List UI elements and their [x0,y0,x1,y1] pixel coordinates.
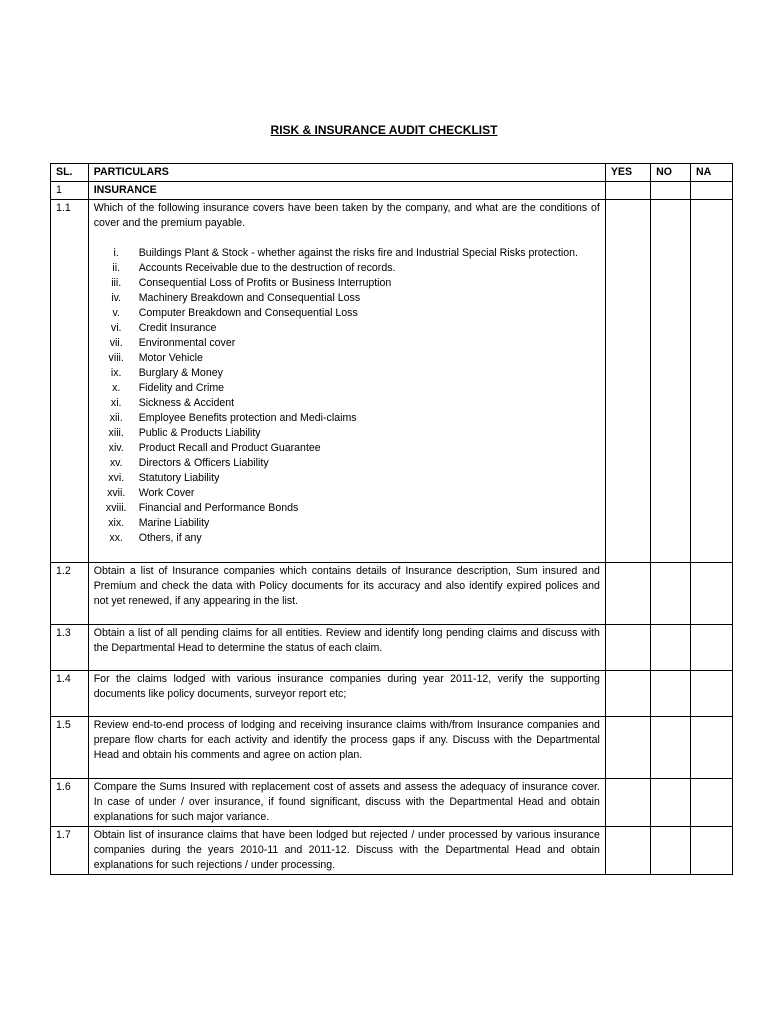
checklist-row [51,200,733,563]
list-item-text: Machinery Breakdown and Consequential Loss [138,292,361,304]
list-item [94,336,600,351]
row-sl: 1.6 [51,779,89,827]
yes-cell[interactable] [605,717,650,779]
list-item [94,426,600,441]
list-item-number: ii. [112,262,121,274]
list-item-number: xiv. [108,442,124,454]
no-cell[interactable] [651,563,691,625]
list-item [94,486,600,501]
row-particulars [88,827,605,875]
list-item [94,381,600,396]
list-item [94,516,600,531]
section-sl: 1 [51,182,89,200]
list-item [94,501,600,516]
row-particulars [88,671,605,717]
section-row [51,182,733,200]
list-item-number: xvii. [107,487,126,499]
list-item [94,351,600,366]
yes-cell[interactable] [605,200,650,563]
list-item-text: Environmental cover [138,337,236,349]
list-item-text: Statutory Liability [138,472,220,484]
row-sl: 1.3 [51,625,89,671]
row-particulars [88,717,605,779]
checklist-row [51,779,733,827]
header-yes: YES [605,164,650,182]
list-item-number: i. [113,247,119,259]
list-item-text: Sickness & Accident [138,397,235,409]
list-item-number: ix. [110,367,122,379]
list-item-number: x. [112,382,121,394]
na-cell[interactable] [690,182,732,200]
list-item-number: xix. [108,517,125,529]
list-item-text: Employee Benefits protection and Medi-claims [138,412,357,424]
list-item [94,246,600,261]
list-item-text: Computer Breakdown and Consequential Loss [138,307,358,319]
list-item-number: vii. [109,337,123,349]
row-sl: 1.4 [51,671,89,717]
list-item [94,471,600,486]
list-item-text: Motor Vehicle [138,352,203,364]
na-cell[interactable] [690,827,732,875]
list-item-text: Burglary & Money [138,367,223,379]
na-cell[interactable] [690,200,732,563]
list-item-text: Product Recall and Product Guarantee [138,442,321,454]
row-particulars [88,200,605,563]
list-item-text: Financial and Performance Bonds [138,502,299,514]
list-item [94,396,600,411]
header-row [51,164,733,182]
list-item-number: xii. [109,412,123,424]
na-cell[interactable] [690,625,732,671]
row-particulars [88,779,605,827]
list-item [94,261,600,276]
no-cell[interactable] [651,625,691,671]
no-cell[interactable] [651,779,691,827]
row-sl: 1.7 [51,827,89,875]
list-item [94,306,600,321]
row-text: Which of the following insurance covers have been taken by the company, and what are the conditions of cover and the premium payable. [93,202,600,229]
list-item-number: xx. [109,532,123,544]
list-item-number: iv. [111,292,122,304]
checklist-row [51,563,733,625]
checklist-row [51,671,733,717]
na-cell[interactable] [690,563,732,625]
list-item-text: Public & Products Liability [138,427,261,439]
list-item [94,456,600,471]
row-text: Obtain list of insurance claims that have been lodged but rejected / under processed by various insurance companies during the years 2010-11 and 2011-12. Discuss with the Departmental Head and obtain explanations for such rejections / under processing. [93,829,600,871]
list-item-text: Work Cover [138,487,195,499]
no-cell[interactable] [651,200,691,563]
list-item [94,276,600,291]
list-item-text: Others, if any [138,532,202,544]
na-cell[interactable] [690,717,732,779]
list-item-number: xiii. [108,427,124,439]
row-sl: 1.2 [51,563,89,625]
row-text: Review end-to-end process of lodging and receiving insurance claims with/from Insurance companies and prepare flow charts for each activity and identify the process gaps if any. Discuss with the Departmental Head and obtain his comments and agree on action plan. [93,719,600,761]
list-item-number: viii. [108,352,124,364]
row-text: Compare the Sums Insured with replacement cost of assets and assess the adequacy of insurance cover. In case of under / over insurance, if found significant, discuss with the Departmental Head and obtain explanations for such major variance. [93,781,600,823]
list-item-number: vi. [110,322,122,334]
audit-checklist-table [50,163,733,875]
insurance-cover-list [94,246,600,546]
row-text: Obtain a list of Insurance companies which contains details of Insurance description, Sum insured and Premium and check the data with Policy documents for its accuracy and also identify expired polices and not yet renewed, if any appearing in the list. [93,565,600,607]
list-item-text: Fidelity and Crime [138,382,225,394]
yes-cell[interactable] [605,563,650,625]
list-item [94,441,600,456]
yes-cell[interactable] [605,182,650,200]
yes-cell[interactable] [605,671,650,717]
list-item [94,411,600,426]
yes-cell[interactable] [605,827,650,875]
header-particulars: PARTICULARS [88,164,605,182]
checklist-row [51,717,733,779]
list-item-number: xv. [109,457,123,469]
document-title: RISK & INSURANCE AUDIT CHECKLIST [270,123,498,137]
checklist-row [51,625,733,671]
list-item-text: Buildings Plant & Stock - whether against the risks fire and Industrial Special Risks protection. [138,247,578,259]
list-item [94,531,600,546]
header-no: NO [651,164,691,182]
list-item-text: Directors & Officers Liability [138,457,269,469]
no-cell[interactable] [651,717,691,779]
list-item-text: Consequential Loss of Profits or Business Interruption [138,277,392,289]
list-item-number: xvi. [108,472,125,484]
checklist-row [51,827,733,875]
row-sl: 1.5 [51,717,89,779]
header-na: NA [690,164,732,182]
list-item-text: Marine Liability [138,517,210,529]
header-sl: SL. [51,164,89,182]
no-cell[interactable] [651,182,691,200]
no-cell[interactable] [651,671,691,717]
row-particulars [88,563,605,625]
yes-cell[interactable] [605,779,650,827]
list-item-number: xi. [110,397,122,409]
no-cell[interactable] [651,827,691,875]
list-item-number: xviii. [105,502,127,514]
list-item [94,291,600,306]
row-text: Obtain a list of all pending claims for all entities. Review and identify long pending claims and discuss with the Departmental Head to determine the status of each claim. [93,627,600,654]
list-item-number: v. [112,307,120,319]
na-cell[interactable] [690,779,732,827]
list-item-number: iii. [111,277,122,289]
na-cell[interactable] [690,671,732,717]
row-particulars [88,625,605,671]
row-sl: 1.1 [51,200,89,563]
yes-cell[interactable] [605,625,650,671]
list-item [94,366,600,381]
row-text: For the claims lodged with various insurance companies during year 2011-12, verify the supporting documents like policy documents, surveyor report etc; [93,673,600,700]
list-item-text: Credit Insurance [138,322,217,334]
list-item [94,321,600,336]
list-item-text: Accounts Receivable due to the destruction of records. [138,262,396,274]
section-label: INSURANCE [88,182,605,200]
